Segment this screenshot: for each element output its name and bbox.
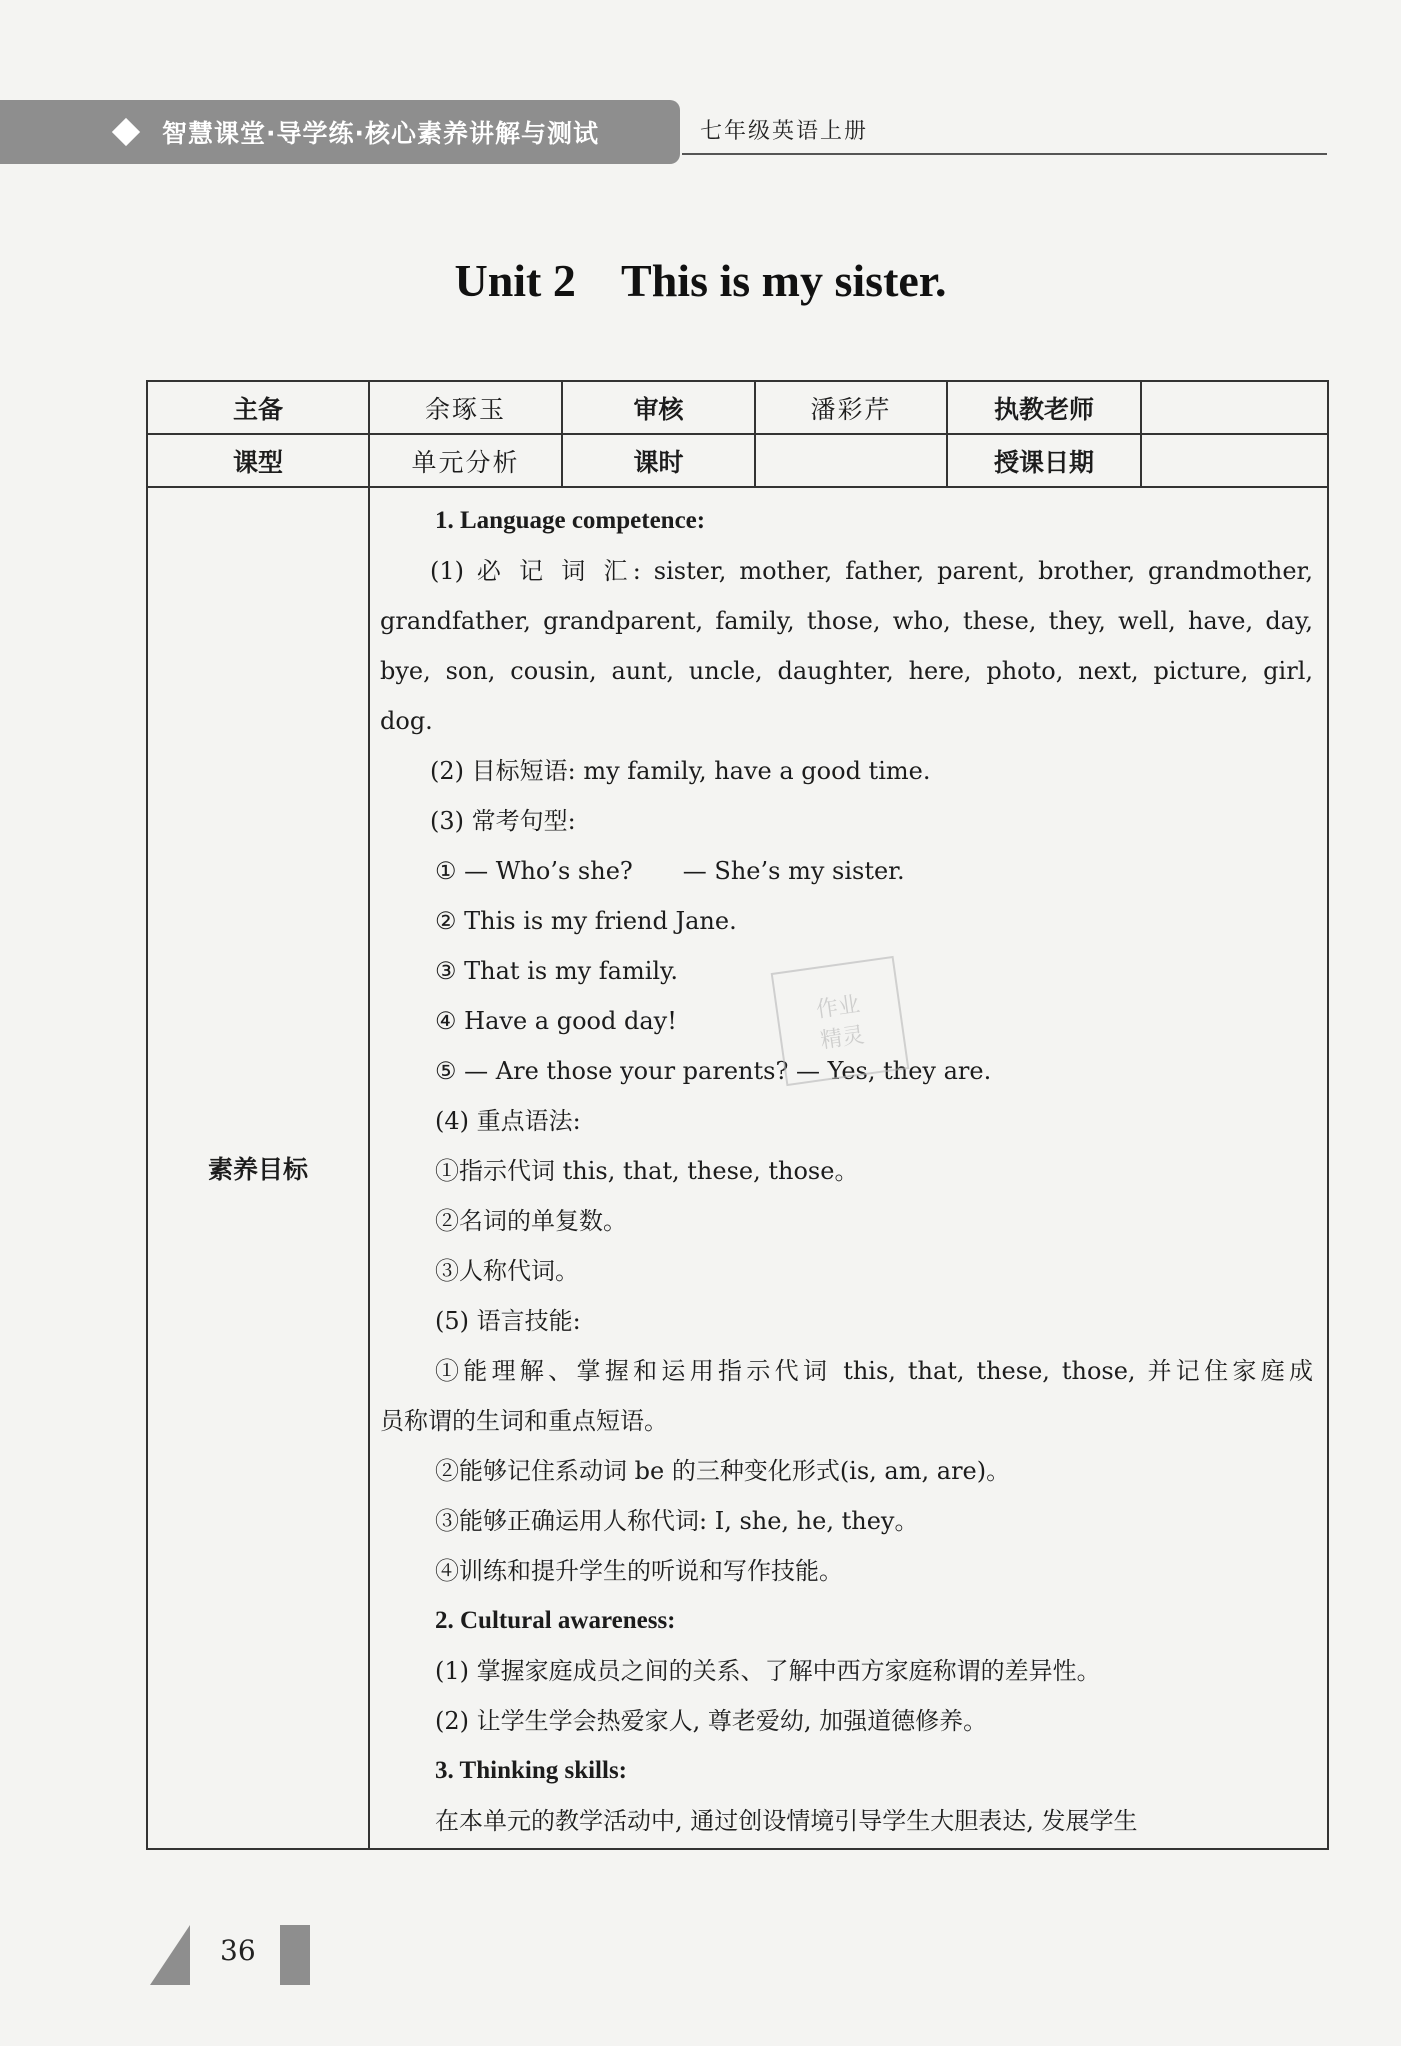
page-number: 36 (220, 1934, 256, 1967)
phrases-line: (2) 目标短语: my family, have a good time. (430, 757, 931, 785)
table-row (147, 434, 1328, 487)
table-row (147, 381, 1328, 434)
vocab-line: dog. (380, 707, 433, 735)
sentence-line: ⑤ — Are those your parents? — Yes, they are. (435, 1057, 992, 1085)
vocab-line: (1) 必 记 词 汇: sister, mother, father, parent, brother, grandmother, (430, 557, 1313, 585)
goals-content (369, 487, 1328, 1849)
header-band (0, 100, 680, 164)
book-title: 七年级英语上册 (700, 119, 869, 144)
skills-line: ②能够记住系动词 be 的三种变化形式(is, am, are)。 (435, 1457, 1011, 1485)
culture-line: (2) 让学生学会热爱家人, 尊老爱幼, 加强道德修养。 (435, 1707, 988, 1735)
section-title: 1. Language competence: (435, 507, 706, 534)
sentence-line: ③ That is my family. (435, 957, 679, 985)
review-label: 审核 (562, 381, 755, 434)
teacher-value (1141, 381, 1328, 434)
page-title (0, 254, 1401, 307)
skills-title: (5) 语言技能: (435, 1307, 581, 1335)
section-title: 3. Thinking skills: (435, 1757, 628, 1784)
date-value (1141, 434, 1328, 487)
type-label: 课型 (147, 434, 369, 487)
unit-name: This is my sister. (621, 255, 947, 306)
period-value (755, 434, 947, 487)
review-value: 潘彩芹 (755, 381, 947, 434)
sentences-title: (3) 常考句型: (430, 807, 576, 835)
section-title: 2. Cultural awareness: (435, 1607, 676, 1634)
teacher-label: 执教老师 (947, 381, 1141, 434)
sentence-line: ④ Have a good day! (435, 1007, 677, 1035)
prep-value: 余琢玉 (369, 381, 562, 434)
lesson-plan-table (146, 380, 1329, 1850)
grammar-line: ①指示代词 this, that, these, those。 (435, 1157, 859, 1185)
date-label: 授课日期 (947, 434, 1141, 487)
vocab-line: grandfather, grandparent, family, those, who, these, they, well, have, day, (380, 607, 1313, 635)
sentence-line: ② This is my friend Jane. (435, 907, 737, 935)
period-label: 课时 (562, 434, 755, 487)
grammar-line: ③人称代词。 (435, 1257, 579, 1285)
thinking-line: 在本单元的教学活动中, 通过创设情境引导学生大胆表达, 发展学生 (435, 1807, 1138, 1835)
grammar-line: ②名词的单复数。 (435, 1207, 627, 1235)
culture-line: (1) 掌握家庭成员之间的关系、了解中西方家庭称谓的差异性。 (435, 1657, 1101, 1685)
type-value: 单元分析 (369, 434, 562, 487)
skills-line: ①能理解、掌握和运用指示代词 this, that, these, those, 并记住家庭成 (435, 1357, 1313, 1385)
table-row (147, 487, 1328, 1849)
skills-line: ③能够正确运用人称代词: I, she, he, they。 (435, 1507, 919, 1535)
footer-bar (280, 1925, 310, 1985)
watermark-stamp: 作业 精灵 (771, 956, 910, 1086)
unit-number: Unit 2 (454, 255, 576, 306)
header-rule (682, 153, 1327, 155)
diamond-icon (112, 118, 140, 146)
skills-line: 员称谓的生词和重点短语。 (380, 1407, 668, 1435)
grammar-title: (4) 重点语法: (435, 1107, 581, 1135)
goals-label: 素养目标 (147, 487, 369, 1849)
vocab-line: bye, son, cousin, aunt, uncle, daughter, here, photo, next, picture, girl, (380, 657, 1313, 685)
skills-line: ④训练和提升学生的听说和写作技能。 (435, 1557, 843, 1585)
prep-label: 主备 (147, 381, 369, 434)
series-title: 智慧课堂·导学练·核心素养讲解与测试 (162, 119, 599, 148)
sentence-line: ① — Who’s she? — She’s my sister. (435, 857, 905, 885)
footer-triangle-icon (150, 1925, 190, 1985)
